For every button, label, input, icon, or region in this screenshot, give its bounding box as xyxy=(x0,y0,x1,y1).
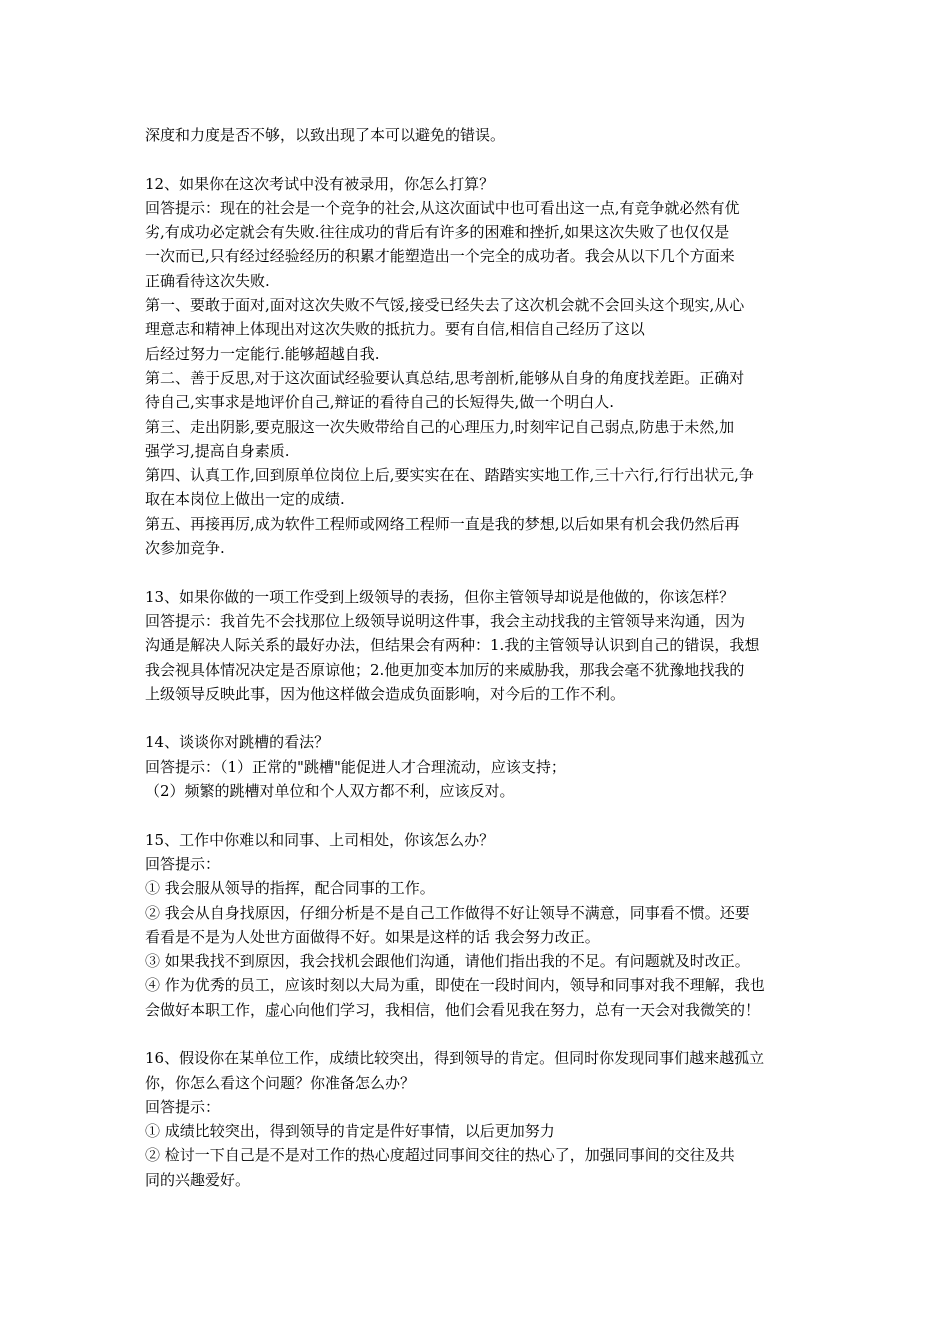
text-line: 次参加竞争. xyxy=(145,539,225,558)
text-line: 同的兴趣爱好。 xyxy=(145,1170,251,1189)
text-line: 13、如果你做的一项工作受到上级领导的表扬，但你主管领导却说是他做的，你该怎样？ xyxy=(145,587,735,606)
blank-line xyxy=(145,706,811,730)
text-line: 回答提示：现在的社会是一个竞争的社会,从这次面试中也可看出这一点,有竞争就必然有优 xyxy=(145,198,740,217)
text-line: 第四、认真工作,回到原单位岗位上后,要实实在在、踏踏实实地工作,三十六行,行行出状元,争 xyxy=(145,466,754,485)
blank-line xyxy=(145,560,811,584)
text-line: 回答提示：我首先不会找那位上级领导说明这件事，我会主动找我的主管领导来沟通，因为 xyxy=(145,611,746,630)
blank-line xyxy=(145,147,811,171)
text-line: 回答提示： xyxy=(145,854,221,873)
text-line: 正确看待这次失败. xyxy=(145,271,270,290)
text-line: 16、假设你在某单位工作，成绩比较突出，得到领导的肯定。但同时你发现同事们越来越孤立 xyxy=(145,1049,765,1068)
text-line: 第一、要敢于面对,面对这次失败不气馁,接受已经失去了这次机会就不会回头这个现实,从心 xyxy=(145,296,745,315)
text-line: 会做好本职工作，虚心向他们学习，我相信，他们会看见我在努力，总有一天会对我微笑的！ xyxy=(145,1000,761,1019)
text-line: 深度和力度是否不够，以致出现了本可以避免的错误。 xyxy=(145,126,506,144)
text-line: （2）频繁的跳槽对单位和个人双方都不利，应该反对。 xyxy=(145,782,515,801)
text-line: 第三、走出阴影,要克服这一次失败带给自己的心理压力,时刻牢记自己弱点,防患于未然,加 xyxy=(145,417,735,436)
text-line: 一次而已,只有经过经验经历的积累才能塑造出一个完全的成功者。我会从以下几个方面来 xyxy=(145,247,735,266)
text-line: 15、工作中你难以和同事、上司相处，你该怎么办？ xyxy=(145,830,495,849)
text-line: 后经过努力一定能行.能够超越自我. xyxy=(145,344,380,363)
text-line: 第二、善于反思,对于这次面试经验要认真总结,思考剖析,能够从自身的角度找差距。正确对 xyxy=(145,368,745,387)
text-line: 上级领导反映此事，因为他这样做会造成负面影响，对今后的工作不利。 xyxy=(145,684,626,703)
blank-line xyxy=(145,803,811,827)
text-line: ② 我会从自身找原因，仔细分析是不是自己工作做得不好让领导不满意，同事看不惯。还要 xyxy=(145,903,750,922)
text-line: 劣,有成功必定就会有失败.往往成功的背后有许多的困难和挫折,如果这次失败了也仅仅是 xyxy=(145,223,730,242)
text-line: 理意志和精神上体现出对这次失败的抵抗力。要有自信,相信自己经历了这以 xyxy=(145,320,645,339)
text-line: ③ 如果我找不到原因，我会找机会跟他们沟通，请他们指出我的不足。有问题就及时改正。 xyxy=(145,952,750,971)
text-line: 取在本岗位上做出一定的成绩. xyxy=(145,490,345,509)
text-line: 待自己,实事求是地评价自己,辩证的看待自己的长短得失,做一个明白人. xyxy=(145,393,615,412)
text-line: 强学习,提高自身素质. xyxy=(145,441,290,460)
text-line: 第五、再接再厉,成为软件工程师或网络工程师一直是我的梦想,以后如果有机会我仍然后再 xyxy=(145,514,740,533)
text-line: ② 检讨一下自己是不是对工作的热心度超过同事间交往的热心了，加强同事间的交往及共 xyxy=(145,1146,735,1165)
text-line: 你，你怎么看这个问题？你准备怎么办？ xyxy=(145,1073,416,1092)
text-line: 看看是不是为人处世方面做得不好。如果是这样的话 我会努力改正。 xyxy=(145,927,600,946)
text-line: 我会视具体情况决定是否原谅他；2.他更加变本加厉的来威胁我，那我会毫不犹豫地找我的 xyxy=(145,660,745,679)
document-body xyxy=(145,123,811,1192)
text-line: 沟通是解决人际关系的最好办法，但结果会有两种：1.我的主管领导认识到自己的错误，我想 xyxy=(145,636,760,655)
text-line: 14、谈谈你对跳槽的看法？ xyxy=(145,733,330,752)
blank-line xyxy=(145,1022,811,1046)
text-line: ① 我会服从领导的指挥，配合同事的工作。 xyxy=(145,879,435,898)
text-line: ① 成绩比较突出，得到领导的肯定是件好事情，以后更加努力 xyxy=(145,1122,555,1141)
text-line: ④ 作为优秀的员工，应该时刻以大局为重，即使在一段时间内，领导和同事对我不理解，我也 xyxy=(145,976,765,995)
text-line: 回答提示： xyxy=(145,1097,221,1116)
text-line: 12、如果你在这次考试中没有被录用，你怎么打算？ xyxy=(145,174,495,193)
text-line: 回答提示：（1）正常的"跳槽"能促进人才合理流动，应该支持； xyxy=(145,757,566,776)
